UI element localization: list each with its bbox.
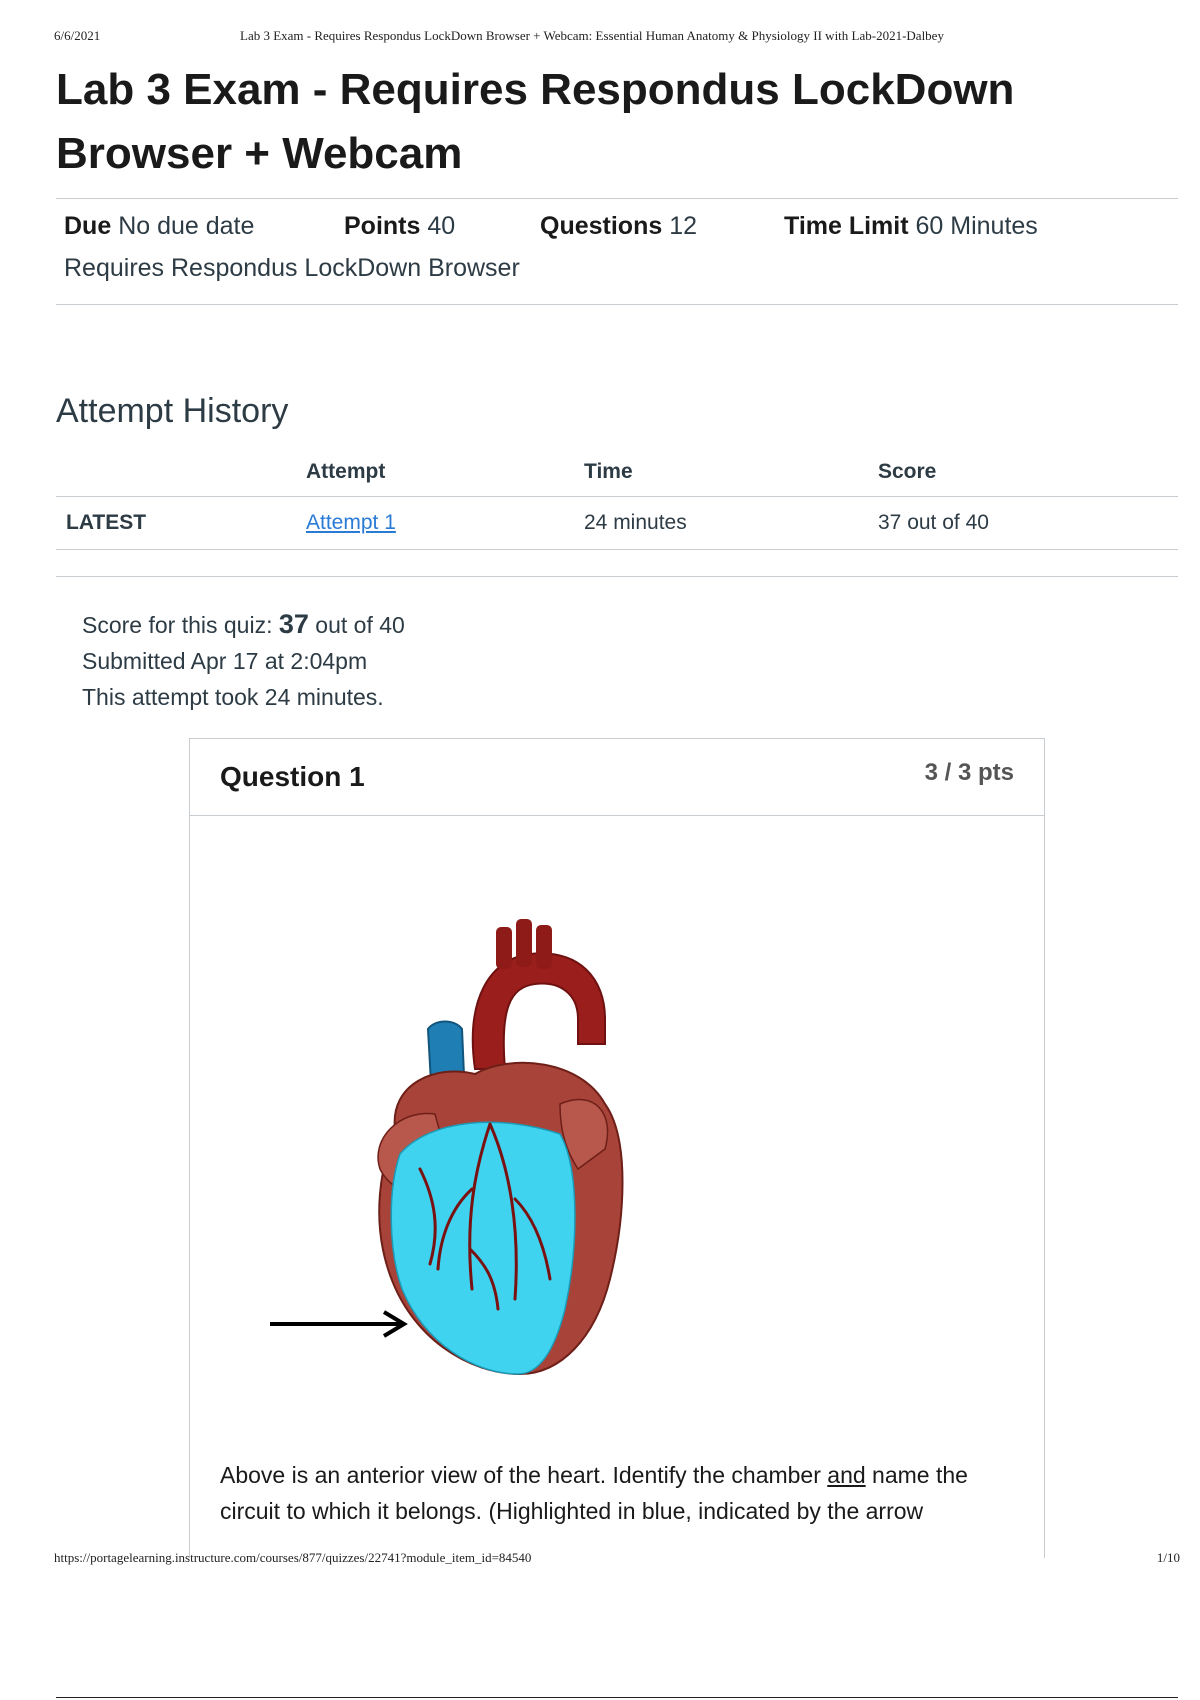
questions-label: Questions — [540, 212, 663, 240]
print-doc-title: Lab 3 Exam - Requires Respondus LockDown Browser + Webcam: Essential Human Anatomy & Physiology II with Lab-2021-Dalbey — [240, 28, 944, 43]
time-limit-detail — [784, 212, 1038, 241]
divider — [56, 1697, 1178, 1698]
question-title: Question 1 — [220, 761, 365, 792]
lockdown-requirement: Requires Respondus LockDown Browser — [64, 254, 520, 282]
question-card — [189, 738, 1045, 1558]
question-text-part2: name the circuit to which it belongs. (Highlighted in blue, indicated by the arrow — [220, 1462, 968, 1524]
table-header-row — [56, 452, 1178, 497]
points-detail — [344, 212, 455, 241]
time-limit-label: Time Limit — [784, 212, 909, 240]
question-text-underlined: and — [827, 1462, 866, 1488]
attempt-cell — [296, 497, 574, 550]
attempt-history-table — [56, 452, 1178, 550]
duration-line: This attempt took 24 minutes. — [82, 684, 384, 710]
quiz-details — [64, 212, 1164, 283]
print-date: 6/6/2021 — [54, 28, 101, 43]
question-points: 3 / 3 pts — [924, 759, 1014, 786]
questions-value: 12 — [669, 212, 698, 240]
attempt-history-title: Attempt History — [56, 392, 289, 430]
quiz-summary — [82, 606, 405, 715]
aortic-branch — [516, 919, 532, 967]
column-header-time: Time — [574, 452, 868, 497]
divider — [56, 198, 1178, 199]
time-limit-value: 60 Minutes — [915, 212, 1038, 240]
question-header — [190, 739, 1044, 816]
time-cell: 24 minutes — [574, 497, 868, 550]
print-header — [0, 28, 1200, 48]
question-text-part1: Above is an anterior view of the heart. Identify the chamber — [220, 1462, 828, 1488]
due-detail — [64, 212, 254, 241]
score-value: 37 — [278, 609, 309, 639]
attempt-link[interactable]: Attempt 1 — [306, 511, 396, 534]
column-header-attempt: Attempt — [296, 452, 574, 497]
print-page-number: 1/10 — [1156, 1550, 1180, 1565]
question-text — [220, 1457, 1020, 1529]
aortic-branch — [536, 925, 552, 969]
questions-detail — [540, 212, 697, 241]
page-title: Lab 3 Exam - Requires Respondus LockDown Browser + Webcam — [56, 65, 1015, 178]
aorta-shape — [473, 953, 605, 1069]
points-label: Points — [344, 212, 421, 240]
highlighted-ventricle — [391, 1122, 575, 1374]
divider — [56, 304, 1178, 305]
points-value: 40 — [427, 212, 456, 240]
submitted-line: Submitted Apr 17 at 2:04pm — [82, 648, 368, 674]
due-label: Due — [64, 212, 112, 240]
score-label: Score for this quiz: — [82, 612, 273, 638]
table-row — [56, 497, 1178, 550]
latest-badge: LATEST — [56, 497, 296, 550]
print-url: https://portagelearning.instructure.com/courses/877/quizzes/22741?module_item_id=84540 — [54, 1550, 532, 1565]
score-suffix: out of 40 — [315, 612, 405, 638]
heart-anatomy-image — [260, 869, 660, 1389]
column-header — [56, 452, 296, 497]
divider — [56, 576, 1178, 577]
print-footer — [0, 1550, 1200, 1570]
column-header-score: Score — [868, 452, 1178, 497]
score-line — [82, 606, 405, 643]
score-cell: 37 out of 40 — [868, 497, 1178, 550]
aortic-branch — [496, 927, 512, 969]
due-value: No due date — [118, 212, 255, 240]
